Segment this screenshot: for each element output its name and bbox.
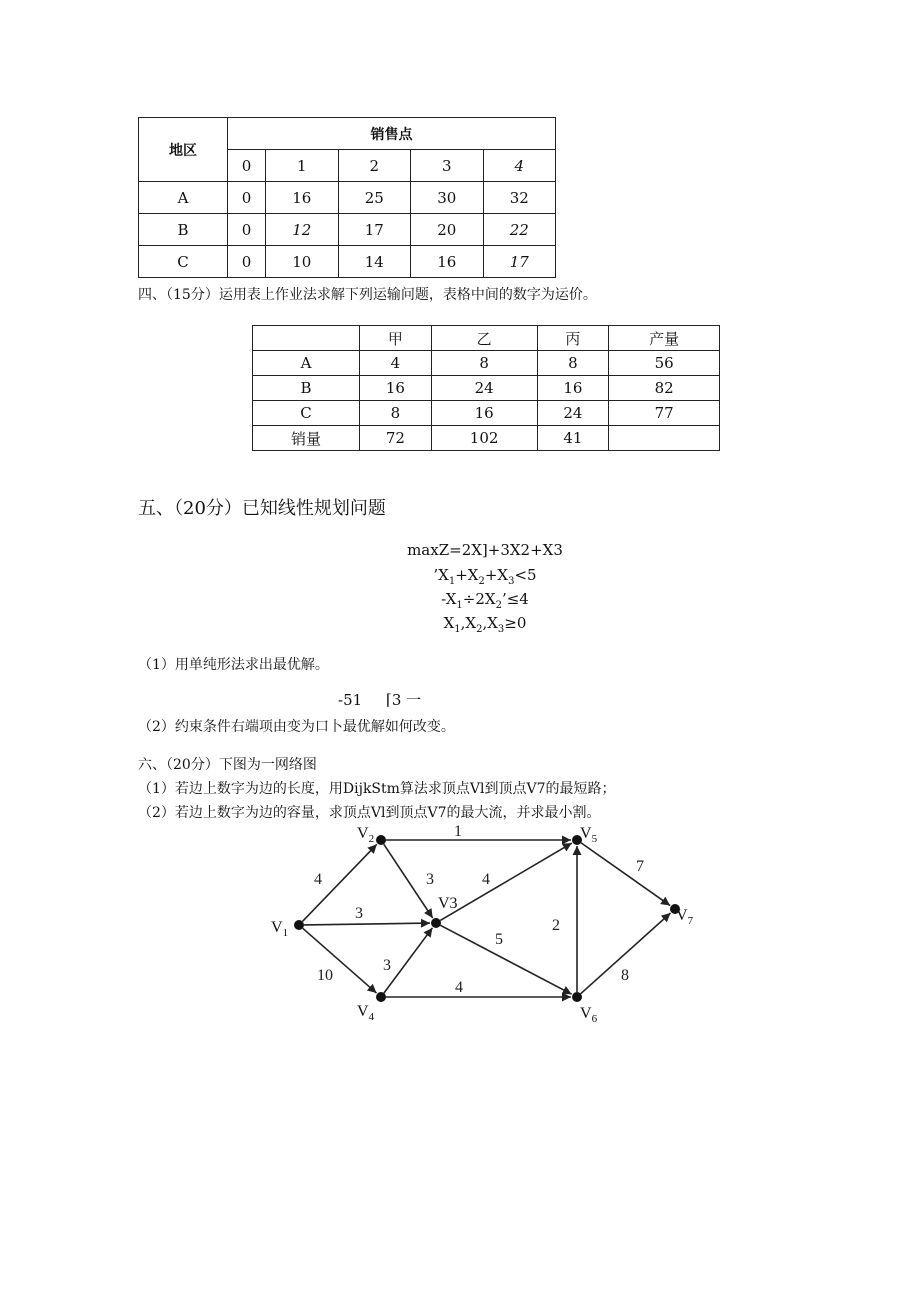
table-cell: 17 (338, 214, 410, 246)
table-cell: 16 (537, 376, 609, 401)
objective-function: maxZ=2X]+3X2+X3 (407, 541, 563, 559)
node-label-v7: $V_7$ (676, 907, 694, 927)
row-label: C (253, 401, 360, 426)
col-header: 乙 (431, 326, 537, 351)
sales-point-header: 销售点 (228, 118, 556, 150)
node-label-v5: $V_5$ (580, 825, 598, 845)
table-cell: 102 (431, 426, 537, 451)
section6-title: 六、（20分）下图为一网络图 (138, 757, 317, 773)
table-cell: 56 (609, 351, 720, 376)
col-header: 产量 (609, 326, 720, 351)
edge-weight: 3 (355, 905, 363, 922)
edge-v1-v3 (304, 923, 430, 925)
table-cell: 14 (338, 246, 410, 278)
table-cell: 32 (483, 182, 556, 214)
col-header: 3 (411, 150, 483, 182)
table-cell: 17 (483, 246, 556, 278)
node-v6 (572, 992, 582, 1002)
col-header: 2 (338, 150, 410, 182)
node-label-v6: $V_6$ (580, 1005, 598, 1025)
row-label: 销量 (253, 426, 360, 451)
table-cell: 0 (228, 214, 266, 246)
table-cell: 20 (411, 214, 483, 246)
question-5-2: （2）约束条件右端项由变为口卜最优解如何改变。 (138, 719, 455, 735)
constraint-nonneg: $X_1,X_2,X_3\ge 0$ (443, 614, 527, 635)
table-cell: 8 (537, 351, 609, 376)
col-header: 丙 (537, 326, 609, 351)
edge-weight: 10 (317, 967, 333, 984)
row-label: A (253, 351, 360, 376)
edge-weight: 4 (482, 871, 490, 888)
table-cell: 77 (609, 401, 720, 426)
question-6-1: （1）若边上数字为边的长度，用DijkStm算法求顶点Vl到顶点V7的最短路； (138, 781, 616, 797)
col-header: 4 (483, 150, 556, 182)
node-label-v2: $V_2$ (357, 825, 375, 845)
table-cell: 72 (360, 426, 432, 451)
table-cell: 8 (360, 401, 432, 426)
row-label: A (139, 182, 228, 214)
edge-weight: 3 (426, 871, 434, 888)
table-cell: 25 (338, 182, 410, 214)
row-label: B (139, 214, 228, 246)
edge-weight: 5 (495, 931, 503, 948)
table-cell: 16 (431, 401, 537, 426)
row-label: C (139, 246, 228, 278)
node-v4 (376, 992, 386, 1002)
col-header: 0 (228, 150, 266, 182)
node-v3 (431, 918, 441, 928)
table-cell: 16 (411, 246, 483, 278)
edge-weight: 2 (552, 917, 560, 934)
table-cell: 12 (266, 214, 338, 246)
col-header: 1 (266, 150, 338, 182)
table-cell: 82 (609, 376, 720, 401)
node-label-v3: V3 (438, 895, 458, 912)
node-label-v1: $V_1$ (271, 919, 289, 939)
question-6-2: （2）若边上数字为边的容量，求顶点Vl到顶点V7的最大流，并求最小割。 (138, 805, 601, 821)
edge-weight: 4 (455, 979, 463, 996)
constraint-1: $’X_1+X_2+X_3<5$ (433, 566, 537, 587)
table-cell: 16 (266, 182, 338, 214)
table-cell: 10 (266, 246, 338, 278)
edge-v3-v5 (440, 843, 572, 920)
edge-weight: 8 (621, 967, 629, 984)
region-header: 地区 (139, 118, 228, 182)
edge-v1-v4 (303, 928, 377, 993)
edge-weight: 1 (454, 823, 462, 840)
garbled-fragment: -51 ⌈3 一 (338, 691, 422, 709)
table-cell: 22 (483, 214, 556, 246)
edge-v4-v3 (384, 928, 432, 993)
row-label: B (253, 376, 360, 401)
edge-weight: 4 (314, 871, 322, 888)
edge-weight: 3 (383, 957, 391, 974)
table-cell: 4 (360, 351, 432, 376)
table-cell: 16 (360, 376, 432, 401)
table-cell: 8 (431, 351, 537, 376)
table-cell: 0 (228, 182, 266, 214)
col-header: 甲 (360, 326, 432, 351)
node-v2 (376, 835, 386, 845)
table-cell: 24 (431, 376, 537, 401)
constraint-2: $-X_1\div 2X_2’\le 4$ (441, 590, 529, 611)
node-label-v4: $V_4$ (357, 1003, 375, 1023)
table-cell: 30 (411, 182, 483, 214)
table-cell: 41 (537, 426, 609, 451)
section4-title: 四、（15分）运用表上作业法求解下列运输问题，表格中间的数字为运价。 (138, 287, 597, 303)
section5-title: 五、（20分）已知线性规划问题 (138, 498, 386, 519)
node-v1 (294, 920, 304, 930)
edge-v5-v7 (581, 843, 670, 906)
edge-weight: 7 (636, 858, 644, 875)
table-cell: 24 (537, 401, 609, 426)
question-5-1: （1）用单纯形法求出最优解。 (138, 657, 329, 673)
table-cell: 0 (228, 246, 266, 278)
